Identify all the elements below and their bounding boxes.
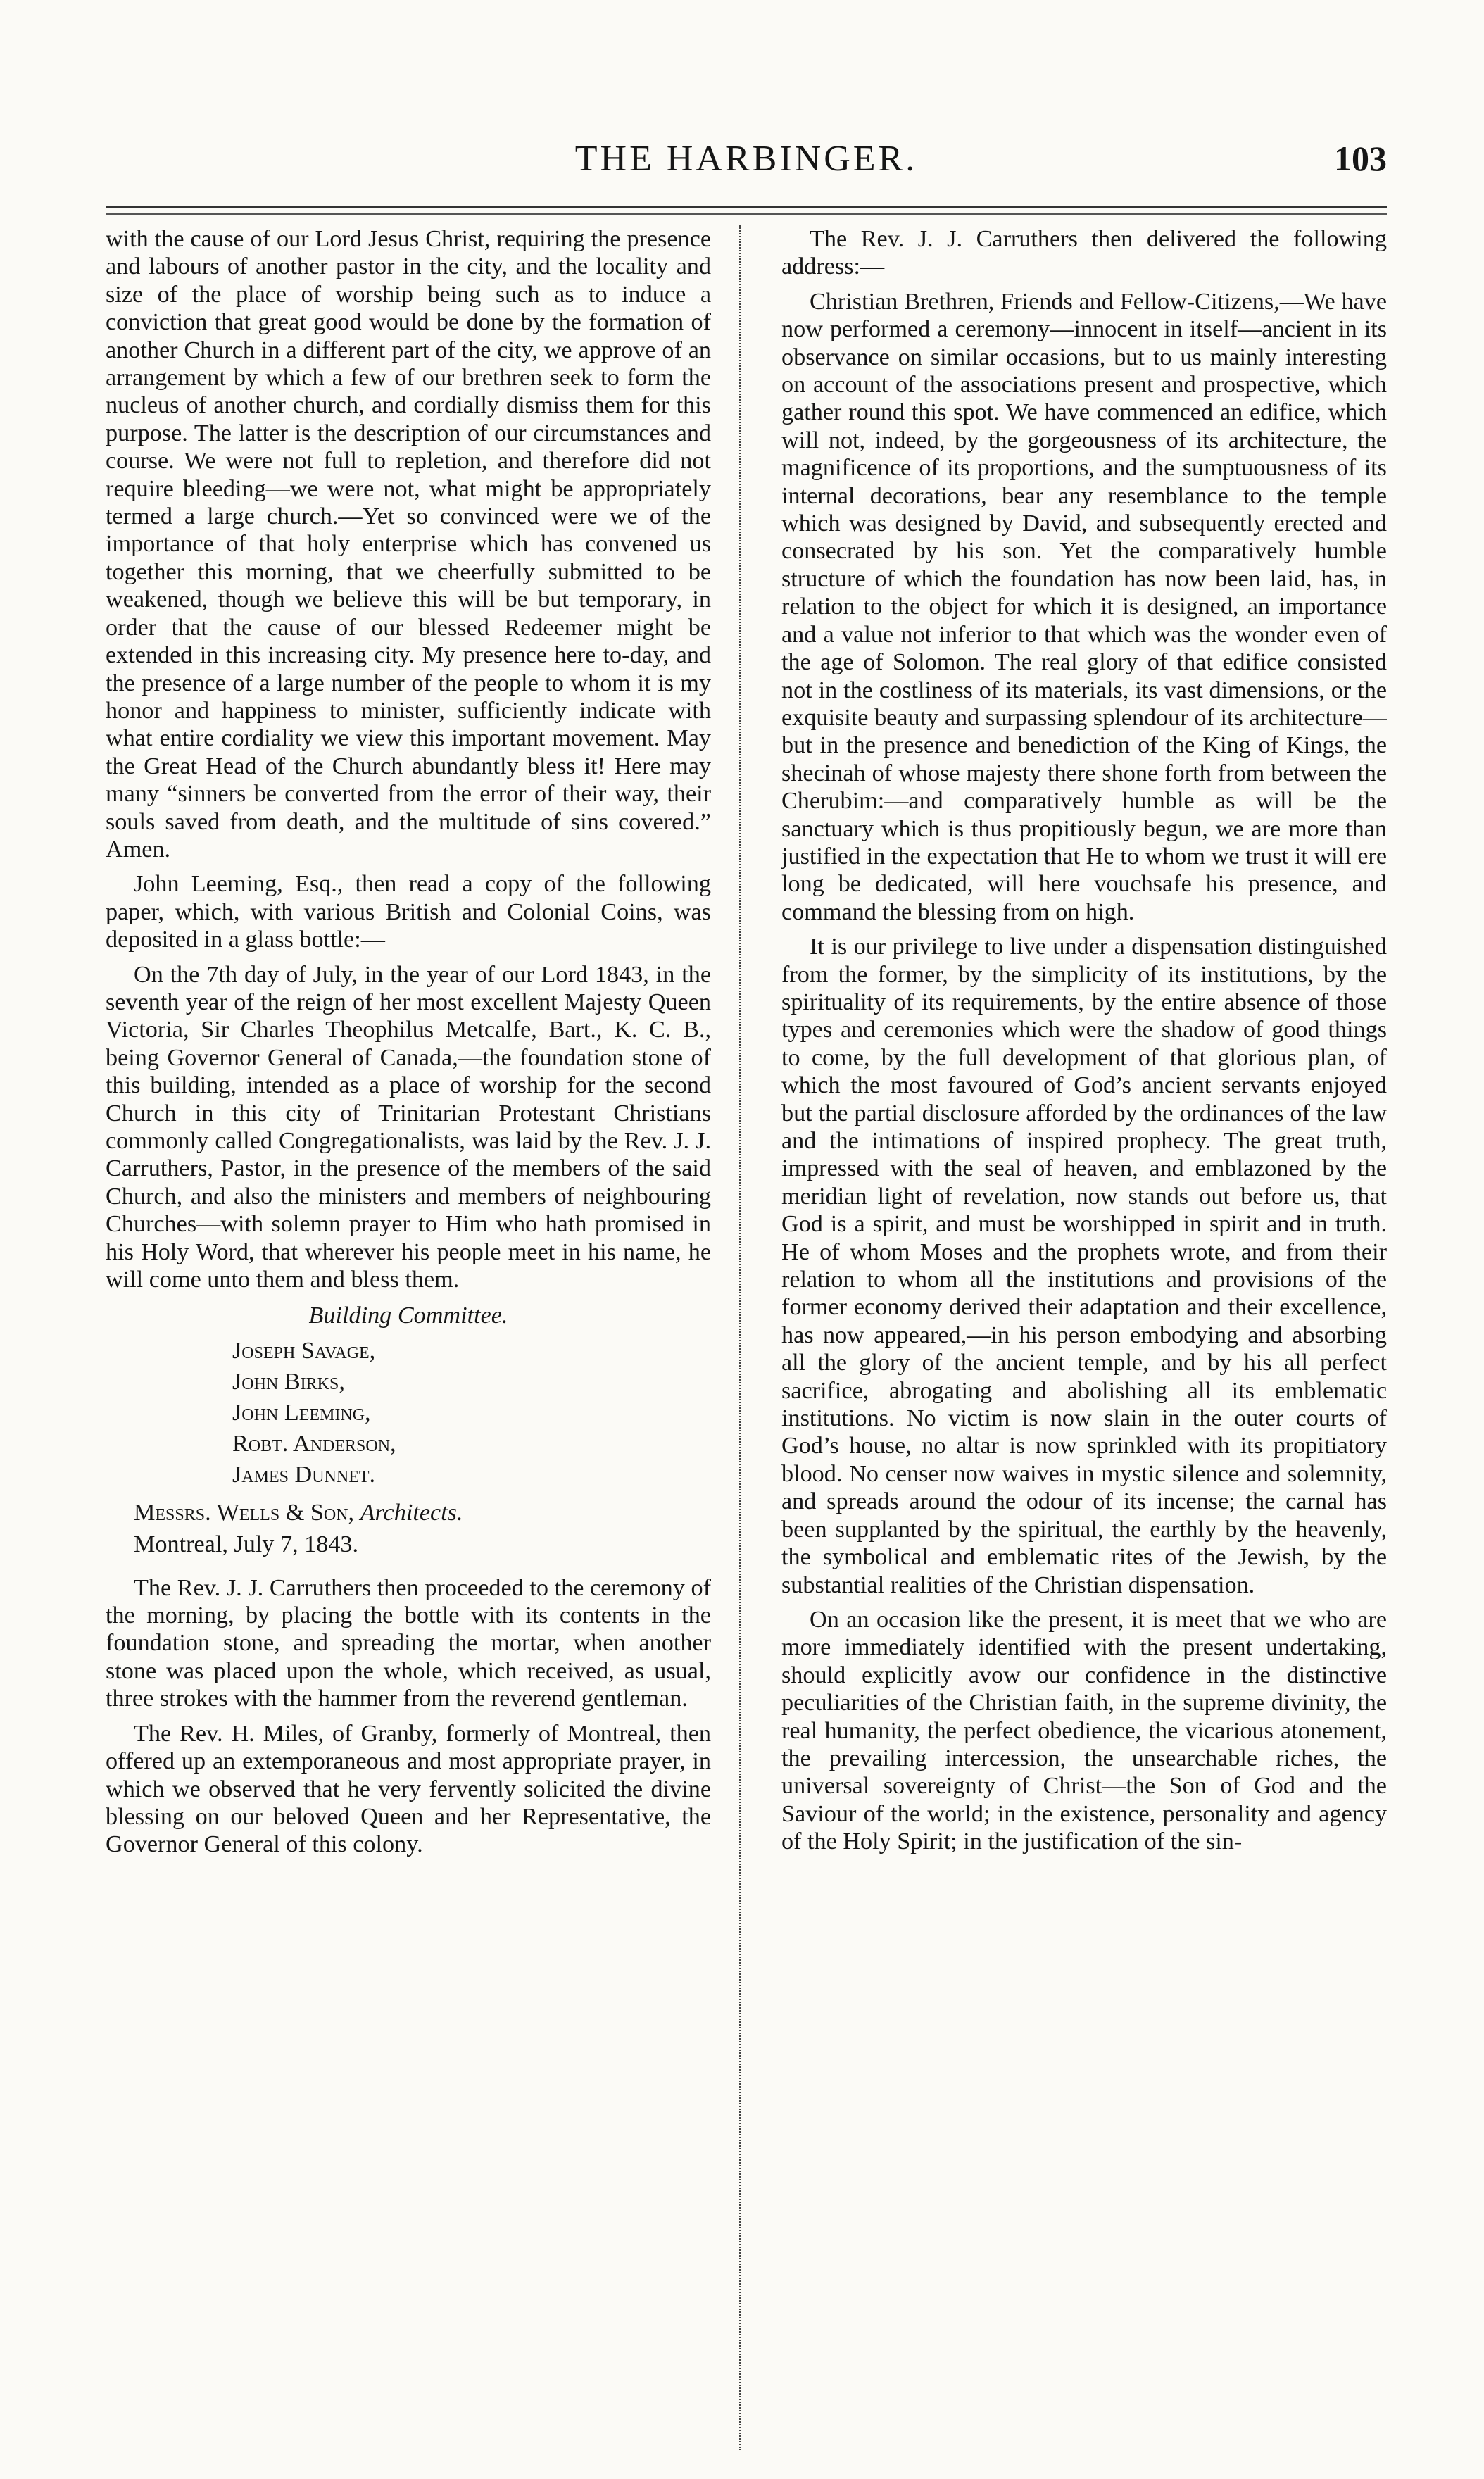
committee-member: James Dunnet.	[232, 1461, 376, 1488]
right-paragraph-4: On an occasion like the present, it is meet that we who are more immediately identified with the present undertaking, should explicitly avow our confidence in the distinctive peculiarities of the Christian faith, in the supreme divinity, the real humanity, the perfect obedience, the vicarious atonement, the prevailing intercession, the unsearchable riches, the universal sovereignty of Christ—the Son of God and the Saviour of the world; in the existence, personality and agency of the Holy Spirit; in the justification of the sin-	[781, 1606, 1387, 1855]
column-divider	[739, 225, 741, 2450]
left-paragraph-5: The Rev. H. Miles, of Granby, formerly of Montreal, then offered up an extemporaneous and most appropriate prayer, in which we observed that he very fervently solicited the divine blessing on our beloved Queen and her Representative, the Governor General of this colony.	[106, 1720, 711, 1858]
architects-title: Architects.	[360, 1499, 463, 1526]
committee-member: Joseph Savage,	[232, 1337, 376, 1364]
committee-member: Robt. Anderson,	[232, 1430, 396, 1457]
right-paragraph-2: Christian Brethren, Friends and Fellow-Citizens,—We have now performed a ceremony—innocent in itself—ancient in its observance on similar occasions, but to us mainly interesting on account of the associations present and prospective, which gather round this spot. We have commenced an edifice, which will not, indeed, by the gorgeousness of its architecture, the magnificence of its proportions, and the sumptuousness of its internal decorations, bear any resemblance to the temple which was designed by David, and subsequently erected and consecrated by his son. Yet the comparatively humble structure of which the foundation has now been laid, has, in relation to the object for which it is designed, an importance and a value not inferior to that which was the wonder even of the age of Solomon. The real glory of that edifice consisted not in the costliness of its materials, its vast dimensions, or the exquisite beauty and surpassing splendour of its architecture—but in the presence and benediction of the King of Kings, the shecinah of whose majesty there shone forth from between the Cherubim:—and comparatively humble as will be the sanctuary which is thus propitiously begun, we are more than justified in the expectation that He to whom we trust it will ere long be dedicated, will here vouchsafe his presence, and command the blessing from on high.	[781, 288, 1387, 925]
left-paragraph-4: The Rev. J. J. Carruthers then proceeded to the ceremony of the morning, by placing the bottle with its contents in the foundation stone, and spreading the mortar, when another stone was placed upon the whole, which received, as usual, three strokes with the hammer from the reverend gentleman.	[106, 1574, 711, 1712]
architects-name: Messrs. Wells & Son,	[134, 1499, 355, 1526]
page-header	[106, 134, 1387, 190]
left-paragraph-2: John Leeming, Esq., then read a copy of the following paper, which, with various British and Colonial Coins, was deposited in a glass bottle:—	[106, 871, 711, 953]
right-paragraph-3: It is our privilege to live under a dispensation distinguished from the former, by the simplicity of its institutions, by the spirituality of its requirements, by the entire absence of those types and ceremonies which were the shadow of good things to come, by the full development of that glorious plan, of which the most favoured of God’s ancient servants enjoyed but the partial disclosure afforded by the ordinances of the law and the intimations of inspired prophecy. The great truth, impressed with the seal of heaven, and emblazoned by the meridian light of revelation, now stands out before us, that God is a spirit, and must be worshipped in spirit and in truth. He of whom Moses and the prophets wrote, and from their relation to whom all the institutions and provisions of the former economy derived their adaptation and their excellence, has now appeared,—in his person embodying and absorbing all the glory of the ancient temple, and by his all perfect sacrifice, abrogating and abolishing all its emblematic institutions. No victim is now slain in the outer courts of God’s house, no altar is now sprinkled with its propitiatory blood. No censer now waives in mystic silence and solemnity, and spreads around the odour of its incense; the carnal has been supplanted by the spiritual, the earthly by the heavenly, the symbolical and emblematic rites of the Jewish, by the substantial realities of the Christian dispensation.	[781, 934, 1387, 1598]
committee-member: John Birks,	[232, 1368, 345, 1395]
header-rule	[106, 206, 1387, 215]
left-paragraph-1: with the cause of our Lord Jesus Christ, requiring the presence and labours of another pastor in the city, and the locality and size of the place of worship being such as to induce a conviction that great good would be done by the formation of another Church in a different part of the city, we approve of an arrangement by which a few of our brethren seek to form the nucleus of another church, and cordially dismiss them for this purpose. The latter is the description of our circumstances and course. We were not full to repletion, and therefore did not require bleeding—we were not, what might be appropriately termed a large church.—Yet so convinced were we of the importance of that holy enterprise which has convened us together this morning, that we cheerfully submitted to be weakened, though we believe this will be but temporary, in order that the cause of our blessed Redeemer might be extended in this increasing city. My presence here to-day, and the presence of a large number of the people to whom it is my honor and happiness to minister, sufficiently indicate with what entire cordiality we view this important movement. May the Great Head of the Church abundantly bless it! Here may many “sinners be converted from the error of their way, their souls saved from death, and the multitude of sins covered.” Amen.	[106, 226, 711, 862]
page-number: 103	[1334, 139, 1387, 178]
right-paragraph-1: The Rev. J. J. Carruthers then delivered the following address:—	[781, 226, 1387, 280]
right-column	[781, 225, 1387, 2464]
left-column	[106, 225, 711, 2464]
committee-member: John Leeming,	[232, 1399, 371, 1426]
architects-line	[106, 1499, 711, 1526]
left-paragraph-3: On the 7th day of July, in the year of our Lord 1843, in the seventh year of the reign of her most excellent Majesty Queen Victoria, Sir Charles Theophilus Metcalfe, Bart., K. C. B., being Governor General of Canada,—the foundation stone of this building, intended as a place of worship for the second Church in this city of Trinitarian Protestant Christians commonly called Congregationalists, was laid by the Rev. J. J. Carruthers, Pastor, in the presence of the members of the said Church, and also the ministers and members of neighbouring Churches—with solemn prayer to Him who hath promised in his Holy Word, that wherever his people meet in his name, he will come unto them and bless them.	[106, 961, 711, 1293]
running-title: THE HARBINGER.	[574, 139, 918, 179]
committee-heading: Building Committee.	[308, 1303, 508, 1329]
date-line: Montreal, July 7, 1843.	[134, 1531, 359, 1558]
